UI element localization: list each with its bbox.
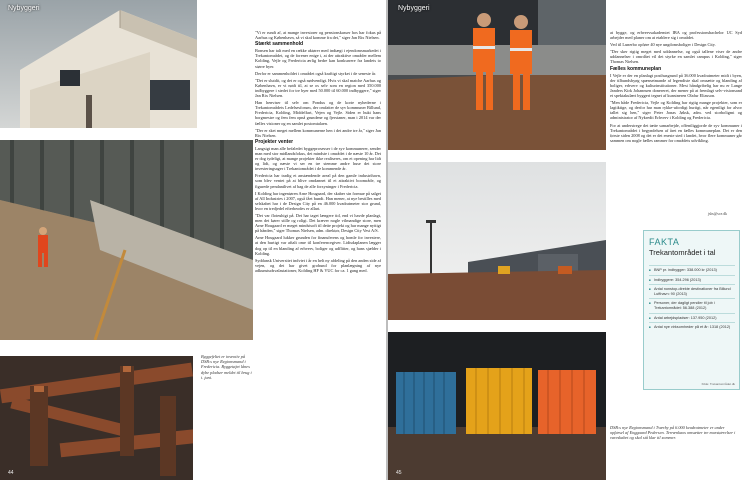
- fact-box: [643, 230, 740, 390]
- article-paragraph: "Det er slutdit, og det er også nødvendigt. Hvis vi skal matche Aarhus og København, er vi nødt til, at se os selv som en region med 350.000 indbyggere i stedet for tre byer med 50.000 til 60.000 indbyggere," siger Jan Rix Nielsen.: [255, 77, 381, 99]
- workers-photo: [388, 0, 606, 150]
- fact-box-source: Kilde: Trekantområdet.dk: [701, 382, 735, 386]
- author-email: jsbs@sce.dk: [708, 212, 727, 216]
- fact-item: ■ Indbyggere: 354.296 (2013): [649, 275, 735, 285]
- article-paragraph: Ved til Lunerbo opføre 40 nye ungdomsboliger i Design City.: [610, 42, 716, 48]
- fact-item: ■ BNP pr. indbygger: 338.000 kr (2013): [649, 265, 735, 275]
- article-paragraph: For at understrege det tætte samarbejde, offentliggjorde de syv kommuner i Trekantområdet i begyndelsen af året en fælles kommuneplan. Det er den første siden 2008 og det er det eneste sted i landet, hvor flere kommuner går sammen om nogle fælles rammer for områdets udvikling.: [610, 122, 742, 143]
- photo-caption-left: Byggefeltet er inventiv på DSB:s nye Regionsmand i Fredericia. Byggetøjet lånes dybe pladser meldet til brug i i. juni.: [201, 354, 252, 380]
- article-paragraph: "Der sker rigtig meget med uddannelse, og også tallene viser de andre uddannelser i omrdået vil det styrke en samlet campus i Kolding," siger Thomas Nielsen.: [610, 49, 742, 65]
- article-paragraph: Fredericia har tradig et anstændende areal på den gamle industrihavn, som blev ventet på at blive omdannet til et attraktivt boområde, og figurede pendantlivet af bag de alle forsyninger i Fredericia.: [255, 173, 381, 189]
- section-tag-right: Nybyggeri: [398, 5, 430, 12]
- subheading: Stærkt sammenhold: [255, 41, 304, 48]
- article-paragraph: Arne Hougaard lukker grunden for finansferens og homle for investere, at den hurtigt var aftalt ome til konferencegiver. Lidtsdaplanen lægger dog op til en blanding af erhverv, boliger og udflitter, og hans sjælder i Kolding.: [255, 235, 381, 256]
- section-tag-left: Nybyggeri: [8, 5, 40, 12]
- fact-item: ■ Antal nye virksomheder på et år: 1318 (2012): [649, 322, 735, 332]
- worker-wall-photo: [0, 140, 253, 340]
- article-paragraph: "Vi er rundt af, at mange investorer og pensionskasser hos har fokus på Aarhus og København, så vi skal komme fra det," siger Jan Rix Nielsen.: [255, 30, 381, 41]
- steel-beams-photo: [0, 356, 193, 480]
- page-number-right: 45: [396, 470, 402, 476]
- photo-caption-right: DSB:s nye Regionsmand i Tværby på 6.000 kvadratmeter er under opførsel af Enggaard Pedersen. Terrænkaos omsætter tre murstørrelser i vareskabet og skal stå klar til sommer.: [610, 425, 736, 441]
- article-paragraph: Langsigt man alle befaledet byggeprosesser i de syv kommunerer, sender man med stor midlandsfokus, det mindste i området i de næste 10 år. Det er dog tydeligt, at mange projekter ikke realiseres, om et opening har lidt og lidt, og næste vi ser en tre stemme andre huse det store investeringsager i Trekantområdet i de kommende år.: [255, 145, 381, 172]
- subheading: Fælles kommuneplan: [610, 65, 662, 72]
- article-paragraph: "Der er sket meget mellem kommunerne hen i det andre tre år," siger Jan Rix Nielsen.: [255, 127, 381, 138]
- fact-box-subtitle: Trekantområdet i tal: [649, 248, 716, 257]
- article-paragraph: Han henviser til selv om Pondus og de korte nyhederne i Trekantområdets Ledelsesforum, der omfatter de syv kommuner Billund, Fredericia, Kolding, Middelfart, Vejen og Vejle. Siden er hukt hans borgmestre og fem fem opnå grundene og fjerstaner, man i 2014 var der fælles visioner og en samlet postomtalaen.: [255, 100, 381, 126]
- page-number-left: 44: [8, 470, 14, 476]
- fact-item: ■ Antal arbejdspladser: 137.950 (2012): [649, 313, 735, 323]
- fact-item: ■ Antal nonstop-direkte destinationer fra Billund Lufthavn: 90 (2013): [649, 284, 735, 298]
- subheading: Projekter venter: [255, 138, 294, 145]
- fact-box-title: FAKTA: [649, 237, 680, 247]
- article-column-2: [610, 30, 742, 210]
- article-paragraph: I Kolding har ingeniøren Arne Hougaard, der skaber sin formue på salget af All Industries i 2007, også fået bundt. Han mener, at nye bestilles med selskabet har i de Design City på en 46.000 kvadratmeter stor grund, hvor en tredjedel efterbeodes er allart.: [255, 190, 381, 211]
- article-paragraph: "Men både Fredericia, Vejle og Kolding har rigtig mange projekter, som er lagtiktige, og derfor har man rykke-ufordigt hurtigt, når egentligt for alvor tallet sig hen," siger Peter Jonas Jøksk, adm. ved storboligmi og administrator af Nykredit Erhverv i Kolding og Fredericia.: [610, 100, 742, 121]
- article-column-1: [255, 30, 381, 476]
- fact-item: ■ Personer, der dagligt pendler til job i Trekantområdet: 56.388 (2012): [649, 298, 735, 312]
- article-paragraph: "Det var floteuhigt på. Det har taget længere tid, end vi havde planlagt, men det kører stille og roligt. Det kræver nogle vilmandige store, men Arne Hougaard er meget mindstsoft til dette projekt og har mange nyttigt på hånden," siger Thomas Nielsen, adm. direktør, Design City Vest A/S.: [255, 213, 381, 234]
- construction-site-photo: [388, 162, 606, 320]
- article-paragraph: Bonsen har talt med en række aktører med indtægt i ejendomsmarkedet i Trekantområdet, og de forener enige i, at der attraktive områder mellem Kolding, Vejle og Fredericia ærlig bedre kan konkurrere fra landets to større byer.: [255, 48, 381, 69]
- building-photo: [0, 0, 197, 128]
- containers-photo: [388, 332, 606, 480]
- article-paragraph: at bygge, og erhvervsakademiet IBA og professionsbachelor UC Syd arbejder med planer om at etablere sig i området.: [610, 30, 742, 41]
- article-paragraph: I Vejle er der en planlagt posthusgrund på 36.000 kvadratmeter midt i byen, der tilbundsbyøg spænsetmande af legendiste skal omsætte og blanding af boliger, erhverv og kulturinstitutioner. Mest håndgribelig har nu er Lange Janders Kirk Johannsen donereret, der mener på at fremlagt selv-visionsand et spektakulært byggeri tegnet af kunstneren Olafur Eliasson.: [610, 72, 742, 99]
- article-paragraph: Syddansk Universitet indviet i år en helt ny afdeling på den anden side af vejen, og det har givet grobund for planlægning af nye adkunstudsvalastationer, Kolding HF & VUC for ca. 1 gang med.: [255, 257, 381, 273]
- article-paragraph: Derfor er sammenholdet i området også kraftigt styrket i de seneste år.: [255, 70, 376, 76]
- fact-list: [649, 265, 735, 332]
